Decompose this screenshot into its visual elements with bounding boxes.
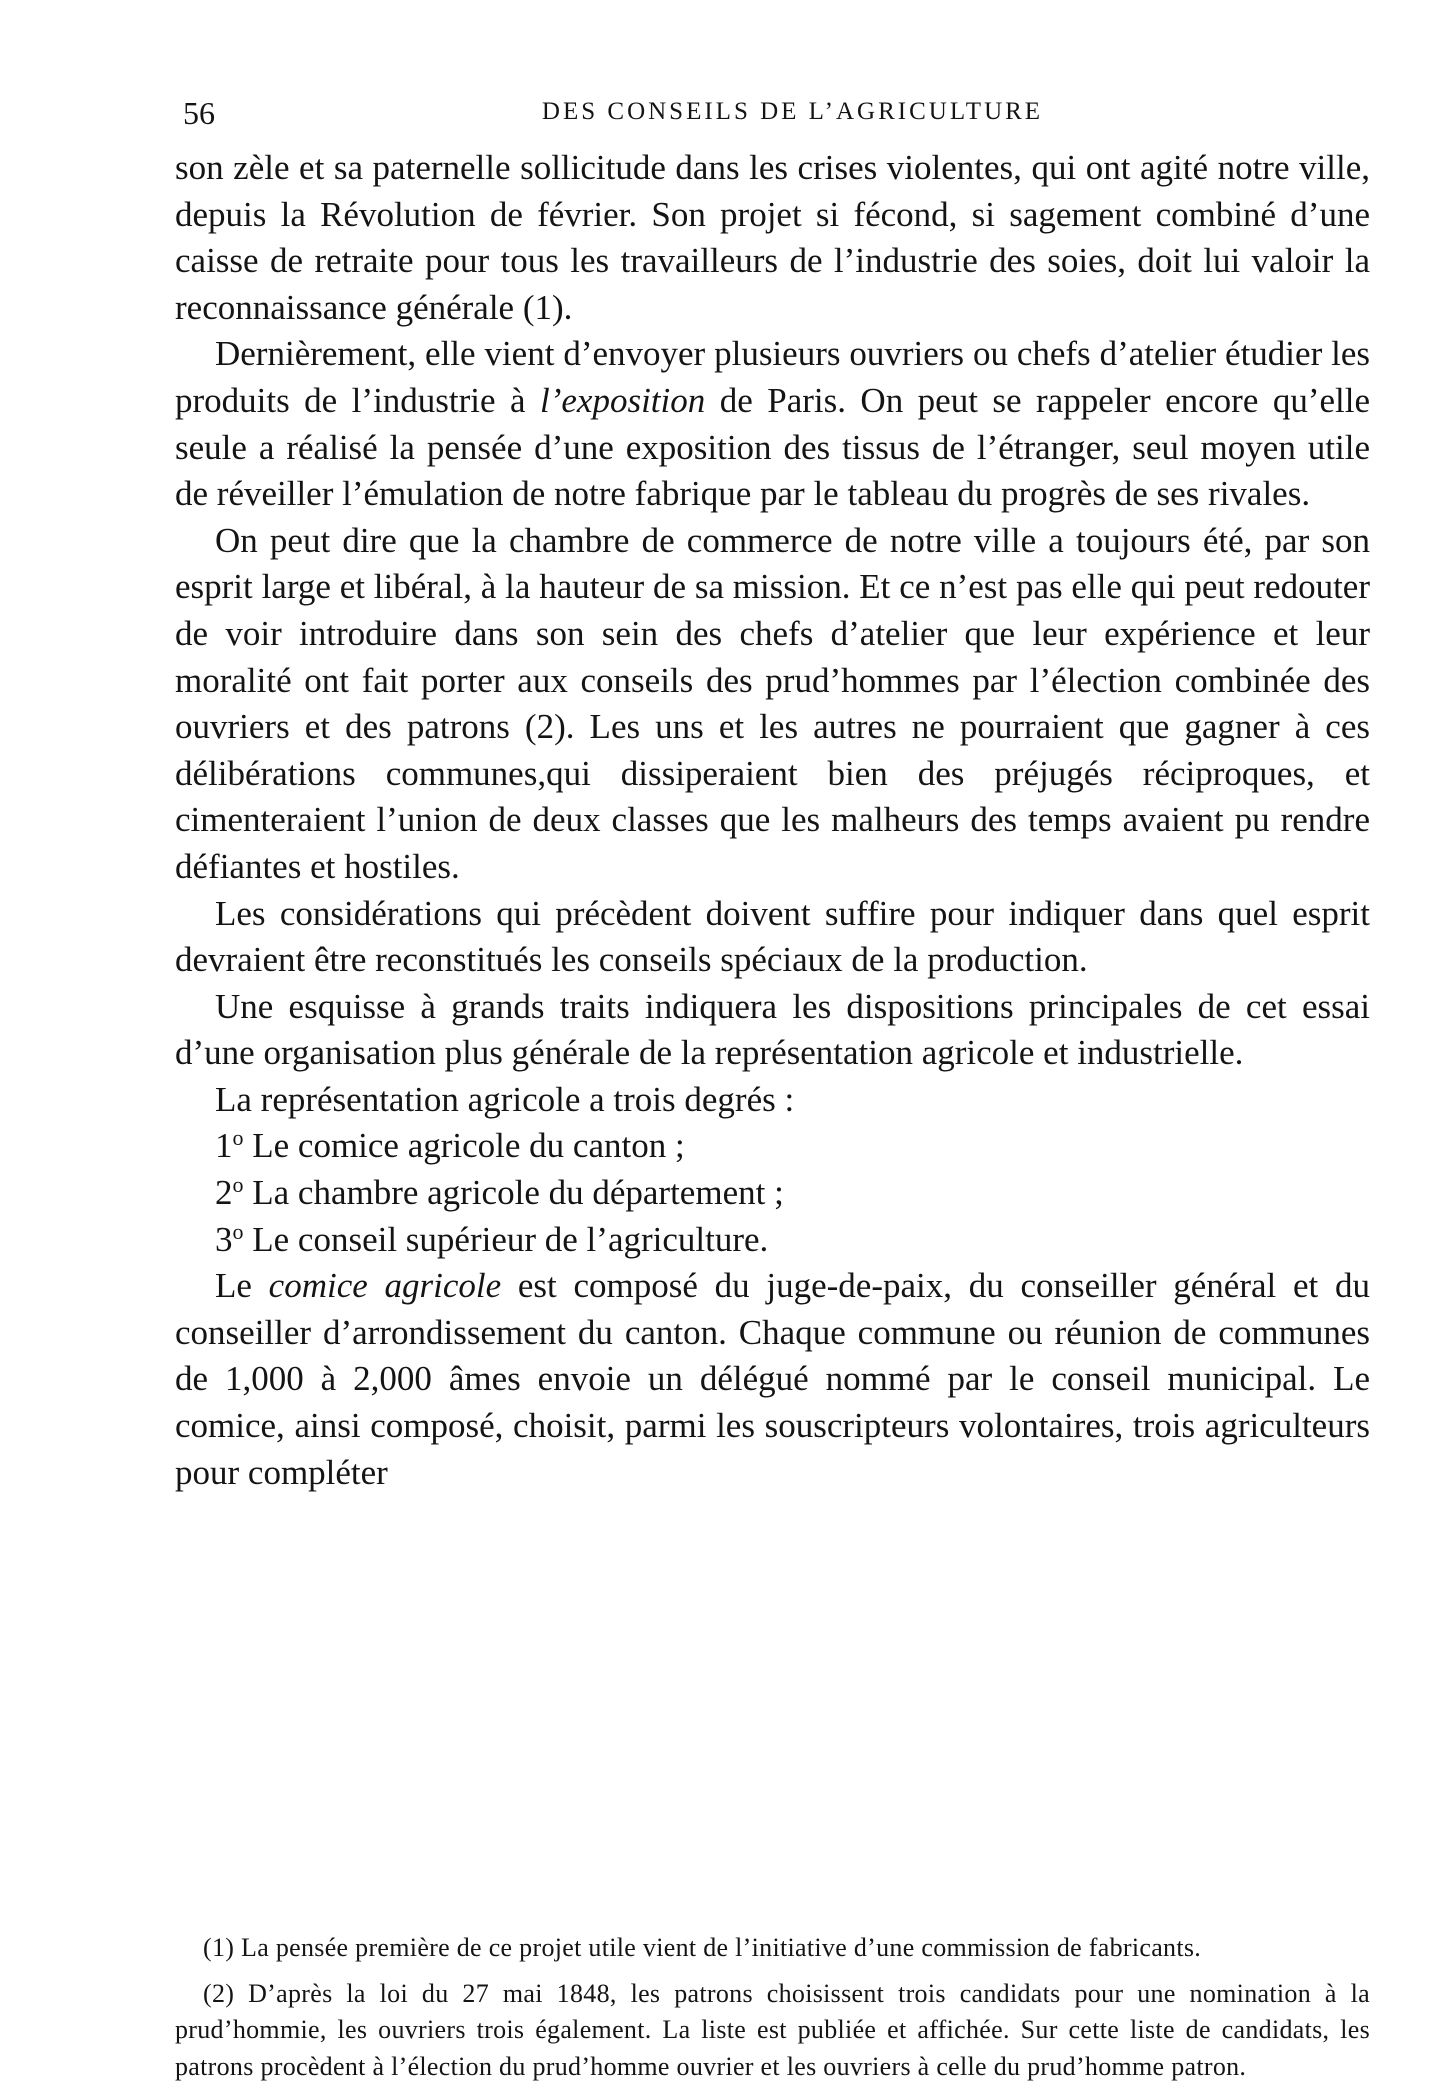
paragraph-chambre-de-commerce: On peut dire que la chambre de commerce de notre ville a toujours été, par son esprit large et libéral, à la hauteur de sa mission. Et ce n’est pas elle qui peut redouter de voir introduire dans son sein des chefs d’atelier que leur expérience et leur moralité ont fait porter aux conseils des prud’hommes par l’élection combinée des ouvriers et des patrons (2). Les uns et les autres ne pourraient que gagner à ces délibérations communes,qui dissiperaient bien des préjugés réciproques, et cimenteraient l’union de deux classes que les malheurs des temps avaient pu rendre défiantes et hostiles. [175, 518, 1370, 891]
running-title: DES CONSEILS DE L’AGRICULTURE [175, 98, 1370, 126]
page-header [175, 95, 1370, 141]
paragraph-continued: son zèle et sa paternelle sollicitude dans les crises violentes, qui ont agité notre ville, depuis la Révolution de février. Son projet si fécond, si sagement combiné d’une caisse de retraite pour tous les travailleurs de l’industrie des soies, doit lui valoir la reconnaissance générale (1). [175, 145, 1370, 331]
italic-comice-agricole: comice agricole [269, 1266, 501, 1305]
paragraph-considerations: Les considérations qui précèdent doivent suffire pour indiquer dans quel esprit devraient être reconstitués les conseils spéciaux de la production. [175, 891, 1370, 984]
book-page [175, 95, 1370, 1496]
list-item: 3$^o$ Le conseil supérieur de l’agriculture. [175, 1217, 1370, 1264]
paragraph-esquisse: Une esquisse à grands traits indiquera les dispositions principales de cet essai d’une organisation plus générale de la représentation agricole et industrielle. [175, 984, 1370, 1077]
italic-exposition: l’exposition [540, 381, 705, 420]
footnote-2: (2) D’après la loi du 27 mai 1848, les patrons choisissent trois candidats pour une nomination à la prud’hommie, les ouvriers trois également. La liste est publiée et affichée. Sur cette liste de candidats, les patrons procèdent à l’élection du prud’homme ouvrier et les ouvriers à celle du prud’homme patron. [175, 1976, 1370, 2085]
list-item: 1$^o$ Le comice agricole du canton ; [175, 1123, 1370, 1170]
paragraph-representation: La représentation agricole a trois degrés : [175, 1077, 1370, 1124]
paragraph-comice: Le comice agricole est composé du juge-de-paix, du conseiller général et du conseiller d’arrondissement du canton. Chaque commune ou réunion de communes de 1,000 à 2,000 âmes envoie un délégué nommé par le conseil municipal. Le comice, ainsi composé, choisit, parmi les souscripteurs volontaires, trois agriculteurs pour compléter [175, 1263, 1370, 1496]
paragraph-exposition: Dernièrement, elle vient d’envoyer plusieurs ouvriers ou chefs d’atelier étudier les produits de l’industrie à l’exposition de Paris. On peut se rappeler encore qu’elle seule a réalisé la pensée d’une exposition des tissus de l’étranger, seul moyen utile de réveiller l’émulation de notre fabrique par le tableau du progrès de ses rivales. [175, 331, 1370, 517]
footnote-1: (1) La pensée première de ce projet utile vient de l’initiative d’une commission de fabricants. [175, 1930, 1370, 1967]
footnotes [175, 1930, 1370, 2085]
body-text [175, 145, 1370, 1496]
page-number: 56 [183, 95, 215, 132]
list-item: 2$^o$ La chambre agricole du département ; [175, 1170, 1370, 1217]
